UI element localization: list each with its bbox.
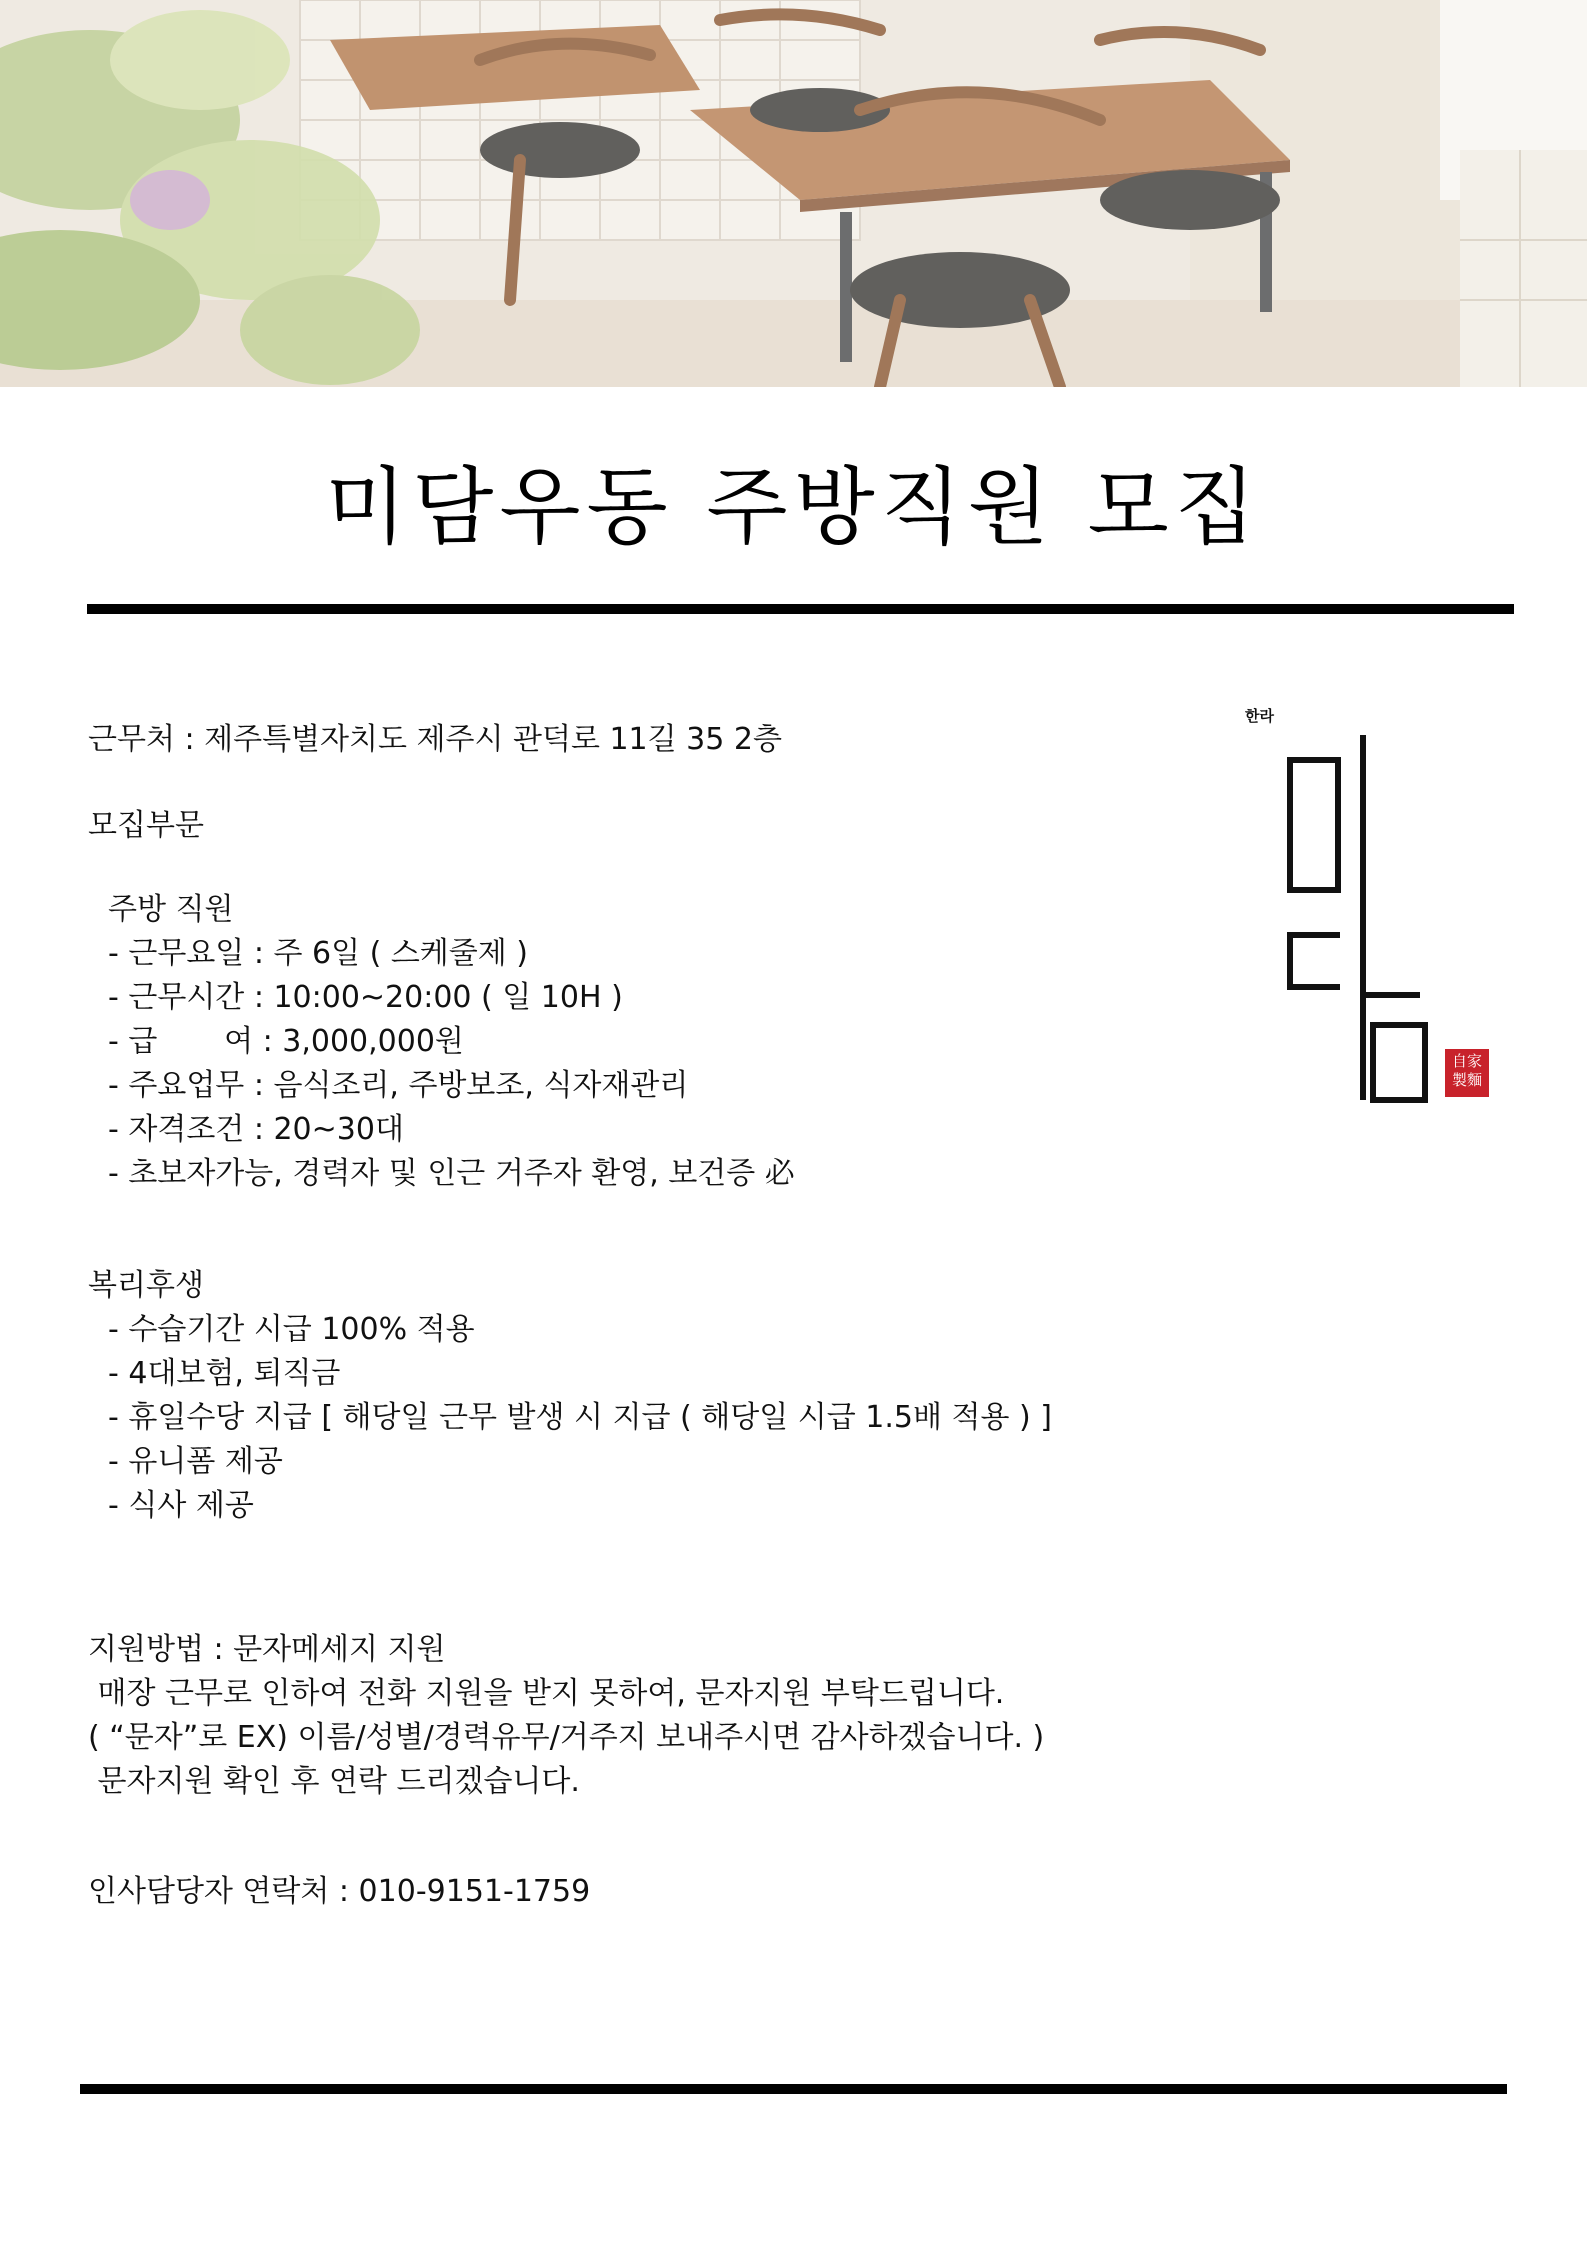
divider-bottom — [80, 2084, 1507, 2094]
apply-line: 문자지원 확인 후 연락 드리겠습니다. — [88, 1764, 580, 1799]
page-title: 미담우동 주방직원 모집 — [325, 458, 1262, 556]
apply-line: 매장 근무로 인하여 전화 지원을 받지 못하여, 문자지원 부탁드립니다. — [88, 1676, 1005, 1711]
apply-line: ( “문자”로 EX) 이름/성별/경력유무/거주지 보내주시면 감사하겠습니다. ) — [88, 1720, 1045, 1755]
list-item: - 초보자가능, 경력자 및 인근 거주자 환영, 보건증 必 — [108, 1156, 795, 1191]
list-item: - 근무요일 : 주 6일 ( 스케줄제 ) — [108, 936, 528, 971]
seal-stamp — [1445, 1049, 1489, 1097]
list-item: - 자격조건 : 20~30대 — [108, 1112, 404, 1147]
seal-text: 自家 — [1451, 1052, 1482, 1070]
seal-text: 製麵 — [1451, 1071, 1482, 1089]
list-item: - 근무시간 : 10:00~20:00 ( 일 10H ) — [108, 980, 623, 1015]
list-item: - 주요업무 : 음식조리, 주방보조, 식자재관리 — [108, 1068, 689, 1103]
benefits-heading: 복리후생 — [88, 1268, 204, 1303]
header-photo — [0, 0, 1587, 387]
workplace-text: 근무처 : 제주특별자치도 제주시 관덕로 11길 35 2층 — [88, 722, 782, 757]
list-item: - 유니폼 제공 — [108, 1444, 283, 1479]
divider-top — [87, 604, 1514, 614]
brand-logo — [1245, 705, 1505, 1125]
list-item: - 급 여 : 3,000,000원 — [108, 1024, 464, 1059]
contact-text: 인사담당자 연락처 : 010-9151-1759 — [88, 1874, 591, 1909]
recruit-heading: 모집부문 — [88, 808, 204, 843]
list-item: - 수습기간 시급 100% 적용 — [108, 1312, 475, 1347]
list-item: - 휴일수당 지급 [ 해당일 근무 발생 시 지급 ( 해당일 시급 1.5배 적용 ) ] — [108, 1400, 1052, 1435]
list-item: - 식사 제공 — [108, 1488, 254, 1523]
position-label: 주방 직원 — [108, 892, 234, 927]
list-item: - 4대보험, 퇴직금 — [108, 1356, 341, 1391]
logo-small-text: 한라 — [1245, 707, 1274, 725]
apply-method: 지원방법 : 문자메세지 지원 — [88, 1632, 446, 1667]
